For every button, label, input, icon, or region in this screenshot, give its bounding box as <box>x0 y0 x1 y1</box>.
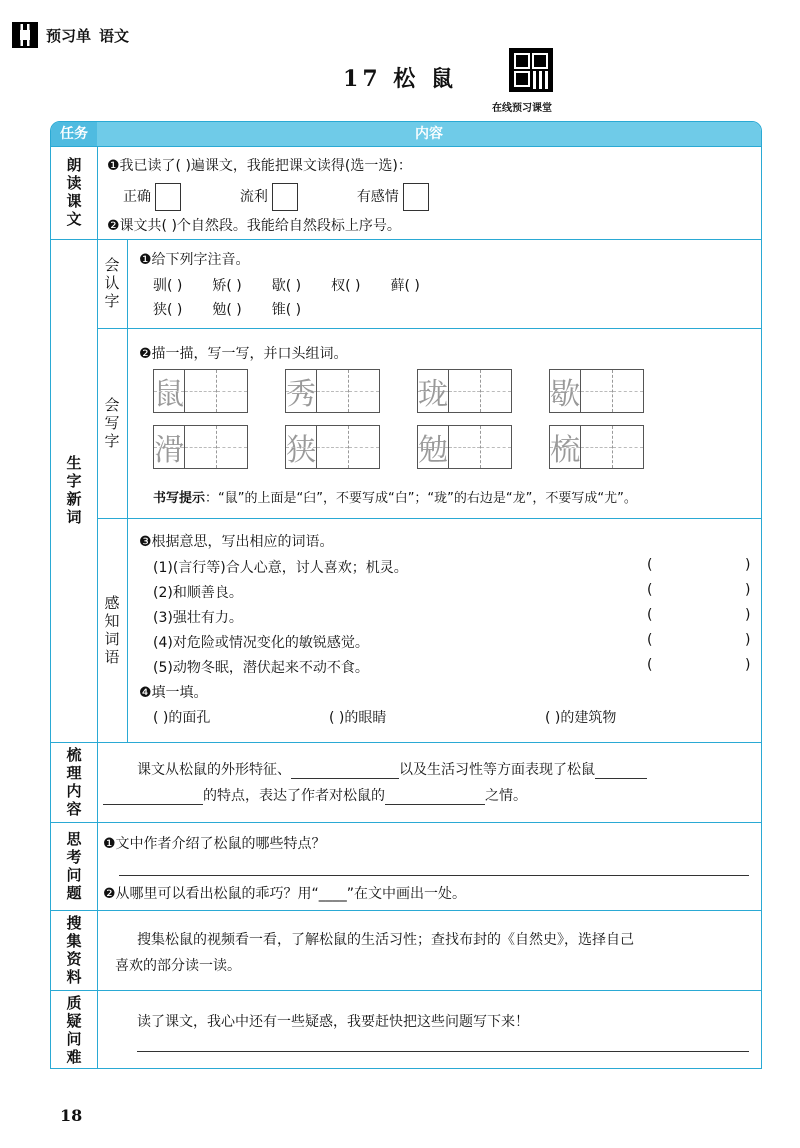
writing-tip <box>153 487 637 506</box>
reading-row <box>51 146 761 239</box>
header-content: 内容 <box>415 126 443 142</box>
pinyin-line-1 <box>153 275 420 295</box>
option-emotion: 有感情 <box>356 189 399 205</box>
writing-grid[interactable] <box>285 369 380 413</box>
doubt-row <box>51 990 761 1069</box>
pinyin-item[interactable]: 杈( ) <box>331 277 361 294</box>
checkbox-fluent[interactable] <box>272 183 298 211</box>
recognize-section <box>97 239 761 329</box>
page-header <box>12 22 129 48</box>
header-task: 任务 <box>51 122 97 146</box>
writing-grid[interactable] <box>153 425 248 469</box>
answer-paren-close: ) <box>745 582 751 598</box>
tip-label: 书写提示 <box>153 491 206 506</box>
think-row <box>51 822 761 910</box>
writing-grid[interactable] <box>417 425 512 469</box>
fill-item[interactable]: ( )的建筑物 <box>545 710 617 726</box>
writing-grid[interactable] <box>549 425 644 469</box>
page-number: 18 <box>60 1106 83 1125</box>
qr-code-small <box>12 22 38 48</box>
qr-code[interactable] <box>509 48 553 92</box>
write-label: 会写字 <box>97 329 128 518</box>
answer-paren-close: ) <box>745 557 751 573</box>
doubt-label: 质疑问难 <box>51 991 98 1069</box>
pinyin-item[interactable]: 驯( ) <box>153 277 183 294</box>
sort-row <box>51 742 761 822</box>
vocab-row <box>51 239 761 742</box>
writing-grid[interactable] <box>417 369 512 413</box>
think-q1: ❶文中作者介绍了松鼠的哪些特点？ <box>103 836 326 852</box>
pinyin-item[interactable]: 歇( ) <box>271 277 302 294</box>
trace-char: 梳 <box>550 426 581 468</box>
answer-paren-close: ) <box>745 632 751 648</box>
meaning-item: (1)(言行等)合人心意，讨人喜欢；机灵。 <box>153 560 408 576</box>
write-section <box>97 328 761 518</box>
answer-paren-close: ) <box>745 657 751 673</box>
series-name: 预习单 <box>46 26 92 45</box>
fill-item[interactable]: ( )的面孔 <box>153 710 211 726</box>
sort-label: 梳理内容 <box>51 743 98 822</box>
think-label: 思考问题 <box>51 823 98 910</box>
collect-line-2: 喜欢的部分读一读。 <box>115 958 241 974</box>
sense-section <box>97 518 761 743</box>
pinyin-item[interactable]: 狭( ) <box>153 301 183 318</box>
write-instr: ❷描一描，写一写，并口头组词。 <box>139 346 348 362</box>
reading-q1: ❶我已读了( )遍课文，我能把课文读得(选一选)： <box>107 158 412 174</box>
sense-label: 感知词语 <box>97 519 128 743</box>
writing-grid[interactable] <box>153 369 248 413</box>
answer-paren-open[interactable]: ( <box>647 607 653 623</box>
meaning-item: (2)和顺善良。 <box>153 585 243 601</box>
table-header <box>51 122 761 146</box>
writing-grid[interactable] <box>285 425 380 469</box>
pinyin-item[interactable]: 矫( ) <box>212 277 242 294</box>
vocab-label: 生字新词 <box>51 240 98 742</box>
checkbox-correct[interactable] <box>155 183 181 211</box>
doubt-text: 读了课文，我心中还有一些疑惑，我要赶快把这些问题写下来！ <box>137 1014 529 1030</box>
blank-line[interactable] <box>291 764 399 779</box>
writing-grid[interactable] <box>549 369 644 413</box>
recognize-label: 会认字 <box>97 239 128 329</box>
sort-text: 以及生活习性等方面表现了松鼠 <box>399 762 595 778</box>
tip-text: ：“鼠”的上面是“臼”，不要写成“白”；“珑”的右边是“龙”，不要写成“尤”。 <box>205 491 637 506</box>
sort-line-2 <box>103 785 527 805</box>
pinyin-item[interactable]: 锥( ) <box>271 301 302 318</box>
fill-item[interactable]: ( )的眼睛 <box>329 710 387 726</box>
lesson-title: 17 松 鼠 <box>343 66 457 92</box>
answer-paren-open[interactable]: ( <box>647 582 653 598</box>
answer-line[interactable] <box>137 1051 749 1052</box>
sort-text: 课文从松鼠的外形特征、 <box>137 762 291 778</box>
meaning-item: (4)对危险或情况变化的敏锐感觉。 <box>153 635 369 651</box>
pinyin-item[interactable]: 勉( ) <box>212 301 242 318</box>
subject-name: 语文 <box>99 26 130 45</box>
sort-line-1 <box>137 759 647 779</box>
reading-q2: ❷课文共( )个自然段。我能给自然段标上序号。 <box>107 218 401 234</box>
answer-paren-close: ) <box>745 607 751 623</box>
reading-options <box>123 183 429 211</box>
trace-char: 狭 <box>286 426 317 468</box>
recognize-instr: ❶给下列字注音。 <box>139 251 250 268</box>
trace-char: 滑 <box>154 426 185 468</box>
trace-char: 歇 <box>550 370 581 412</box>
sort-text: 之情。 <box>485 788 527 804</box>
answer-paren-open[interactable]: ( <box>647 632 653 648</box>
pinyin-item[interactable]: 藓( ) <box>390 277 420 294</box>
sense-instr: ❸根据意思，写出相应的词语。 <box>139 534 334 550</box>
qr-caption: 在线预习课堂 <box>492 103 552 114</box>
answer-paren-open[interactable]: ( <box>647 657 653 673</box>
blank-line[interactable] <box>385 790 485 805</box>
trace-char: 秀 <box>286 370 317 412</box>
trace-char: 鼠 <box>154 370 185 412</box>
answer-line[interactable] <box>119 875 749 876</box>
trace-char: 勉 <box>418 426 449 468</box>
collect-line-1: 搜集松鼠的视频看一看，了解松鼠的生活习性；查找布封的《自然史》，选择自己 <box>137 932 634 948</box>
think-q2: ❷从哪里可以看出松鼠的乖巧？用“____”在文中画出一处。 <box>103 886 467 902</box>
meaning-item: (3)强壮有力。 <box>153 610 243 626</box>
meaning-item: (5)动物冬眠，潜伏起来不动不食。 <box>153 660 369 676</box>
blank-line[interactable] <box>595 764 647 779</box>
option-correct: 正确 <box>123 189 151 205</box>
fill-instr: ❹填一填。 <box>139 685 208 701</box>
sort-text: 的特点，表达了作者对松鼠的 <box>203 788 385 804</box>
collect-label: 搜集资料 <box>51 911 98 990</box>
reading-label: 朗读课文 <box>51 147 98 239</box>
option-fluent: 流利 <box>239 189 268 205</box>
worksheet-table <box>50 121 762 1069</box>
trace-char: 珑 <box>418 370 449 412</box>
pinyin-line-2 <box>153 299 301 319</box>
checkbox-emotion[interactable] <box>403 183 429 211</box>
collect-row <box>51 910 761 990</box>
answer-paren-open[interactable]: ( <box>647 557 653 573</box>
blank-line[interactable] <box>103 790 203 805</box>
